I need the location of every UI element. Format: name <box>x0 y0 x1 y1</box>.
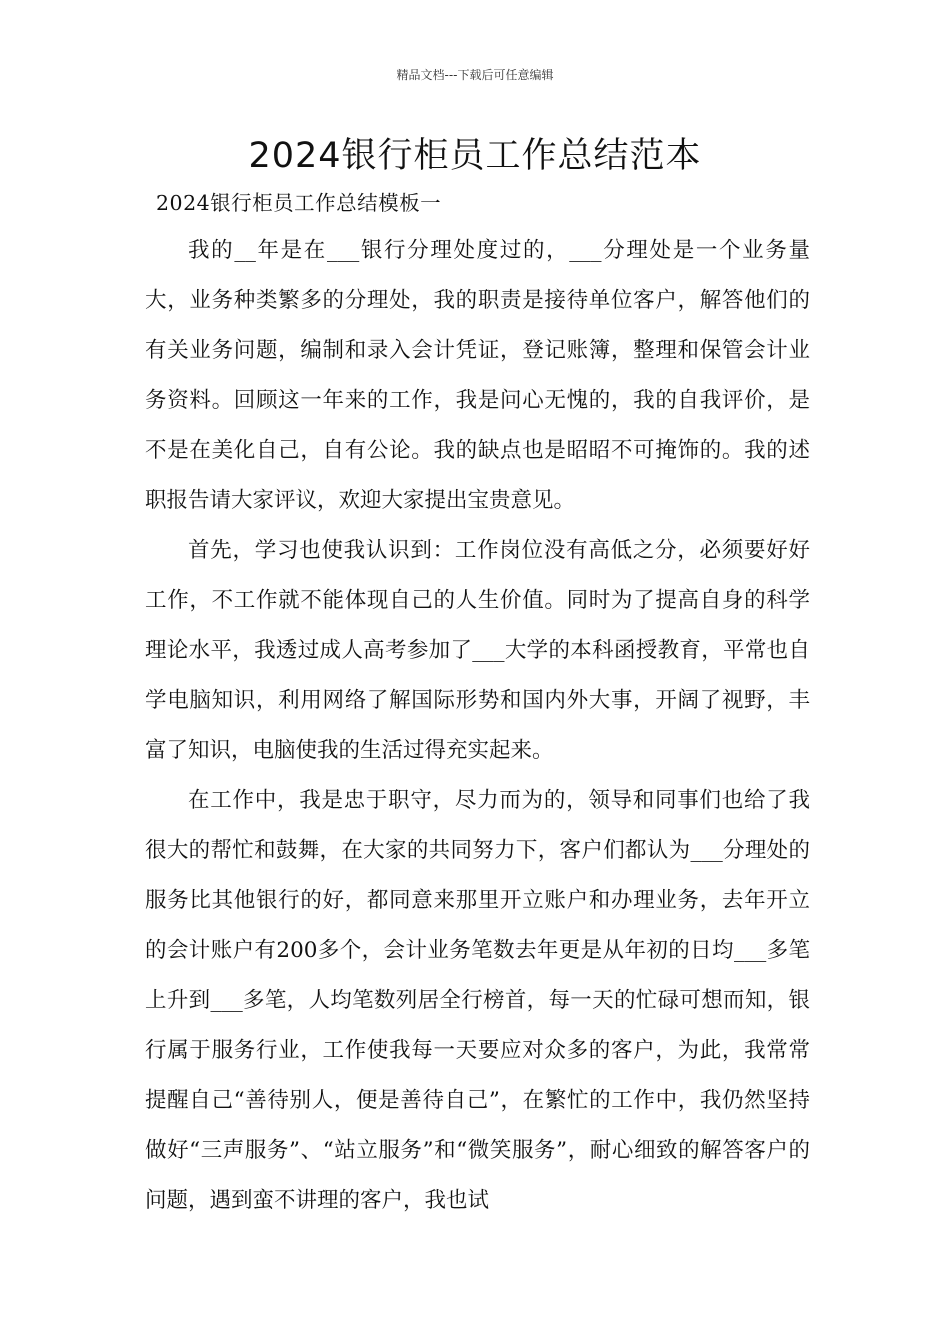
paragraph-1: 我的__年是在___银行分理处度过的，___分理处是一个业务量大，业务种类繁多的分理处，我的职责是接待单位客户，解答他们的有关业务问题，编制和录入会计凭证，登记账簿，整理和保管会计业务资料。回顾这一年来的工作，我是问心无愧的，我的自我评价，是不是在美化自己，自有公论。我的缺点也是昭昭不可掩饰的。我的述职报告请大家评议，欢迎大家提出宝贵意见。 <box>145 238 810 513</box>
page-header: 精品文档---下载后可任意编辑 <box>396 68 554 82</box>
paragraph-2: 首先，学习也使我认识到：工作岗位没有高低之分，必须要好好工作，不工作就不能体现自己的人生价值。同时为了提高自身的科学理论水平，我透过成人高考参加了___大学的本科函授教育，平常也自学电脑知识，利用网络了解国际形势和国内外大事，开阔了视野，丰富了知识，电脑使我的生活过得充实起来。 <box>145 538 810 763</box>
document-subtitle: 2024银行柜员工作总结模板一 <box>156 191 442 215</box>
document-title: 2024银行柜员工作总结范本 <box>248 136 702 176</box>
document-body <box>145 226 810 1226</box>
paragraph-3: 在工作中，我是忠于职守，尽力而为的，领导和同事们也给了我很大的帮忙和鼓舞，在大家的共同努力下，客户们都认为___分理处的服务比其他银行的好，都同意来那里开立账户和办理业务，去年开立的会计账户有200多个，会计业务笔数去年更是从年初的日均___多笔上升到___多笔，人均笔数列居全行榜首，每一天的忙碌可想而知，银行属于服务行业，工作使我每一天要应对众多的客户，为此，我常常提醒自己“善待别人，便是善待自己”，在繁忙的工作中，我仍然坚持做好“三声服务”、“站立服务”和“微笑服务”，耐心细致的解答客户的问题，遇到蛮不讲理的客户，我也试 <box>145 788 810 1213</box>
